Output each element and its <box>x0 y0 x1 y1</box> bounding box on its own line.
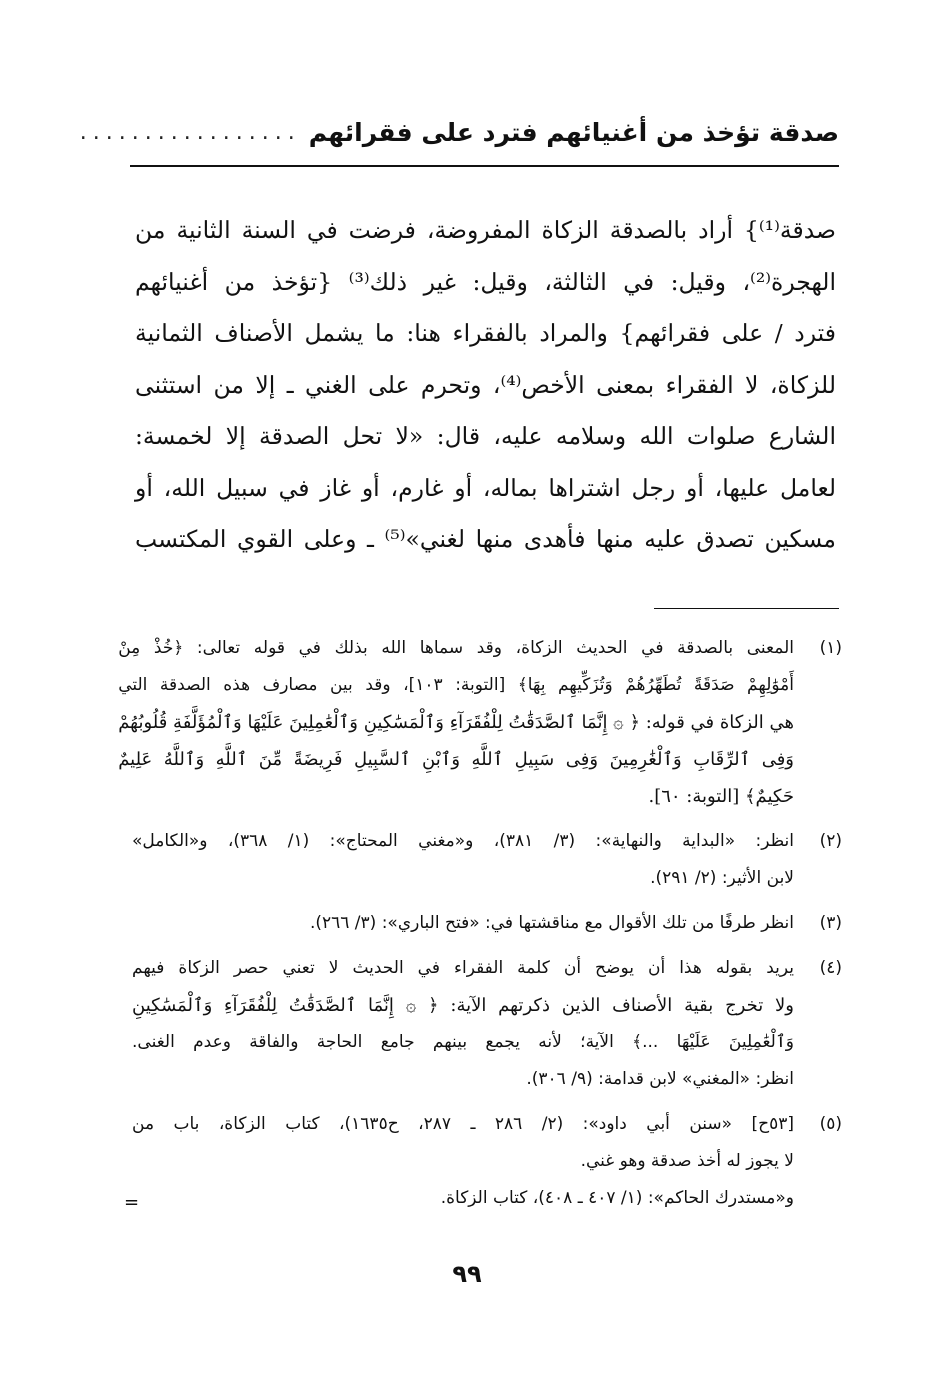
footnotes <box>118 630 842 1225</box>
header-rule <box>130 165 839 167</box>
footnote-3 <box>132 905 842 942</box>
footnote-1 <box>118 630 842 815</box>
footnote-separator <box>654 608 839 609</box>
running-header <box>79 110 839 154</box>
footnote-line: يريد بقوله هذا أن يوضح أن كلمة الفقراء في الحديث لا تعني حصر الزكاة فيهم <box>132 958 794 978</box>
page-number: ٩٩ <box>452 1260 482 1288</box>
main-text-line: صدقة⁽¹⁾} أراد بالصدقة الزكاة المفروضة، فرضت في السنة الثانية من <box>135 216 836 244</box>
footnote-quran-line: هي الزكاة في قوله: ﴿ ۞ إِنَّمَا ٱلصَّدَقَٰتُ لِلْفُقَرَآءِ وَٱلْمَسَٰكِينِ وَٱلْعَٰمِلِينَ عَلَيْهَا وَٱلْمُؤَلَّفَةِ قُلُوبُهُمْ <box>118 712 794 733</box>
footnote-body <box>132 905 794 942</box>
footnote-5 <box>132 1106 842 1217</box>
footnote-body <box>132 950 794 1098</box>
running-header-title: صدقة تؤخذ من أغنيائهم فترد على فقرائهم <box>308 117 839 147</box>
footnote-quran-line: وَفِى ٱلرِّقَابِ وَٱلْغَٰرِمِينَ وَفِى سَبِيلِ ٱللَّهِ وَٱبْنِ ٱلسَّبِيلِ فَرِيضَةً مِّنَ ٱللَّهِ وَٱللَّهُ عَلِيمٌ <box>118 749 794 770</box>
running-header-dots: ................. <box>79 119 301 145</box>
footnote-line: انظر طرفًا من تلك الأقوال مع مناقشتها في: «فتح الباري»: (٣/ ٢٦٦). <box>309 913 794 933</box>
main-text-line: الشارع صلوات الله وسلامه عليه، قال: «لا تحل الصدقة إلا لخمسة: <box>135 422 836 450</box>
footnote-continuation-mark: = <box>124 1192 140 1213</box>
footnote-number: (٢) <box>819 831 842 851</box>
footnote-line: انظر: «البداية والنهاية»: (٣/ ٣٨١)، و«مغني المحتاج»: (١/ ٣٦٨)، و«الكامل» <box>132 831 794 851</box>
footnote-line: لابن الأثير: (٢/ ٢٩١). <box>650 868 794 888</box>
main-text-line: مسكين تصدق عليه منها فأهدى منها لغني»⁽⁵⁾ ـ وعلى القوي المكتسب <box>135 525 836 553</box>
footnote-body <box>118 630 794 815</box>
footnote-body <box>132 1106 794 1217</box>
footnote-line: أَمْوَٰلِهِمْ صَدَقَةً تُطَهِّرُهُمْ وَتُزَكِّيهِم بِهَا﴾ [التوبة: ١٠٣]، وقد بين مصارف هذه الصدقة التي <box>118 675 794 695</box>
footnote-line: انظر: «المغني» لابن قدامة: (٩/ ٣٠٦). <box>526 1069 794 1089</box>
footnote-line: و«مستدرك الحاكم»: (١/ ٤٠٧ ـ ٤٠٨)، كتاب الزكاة. <box>440 1188 794 1208</box>
footnote-number: (٣) <box>819 913 842 933</box>
footnote-4 <box>132 950 842 1098</box>
main-text-line: الهجرة⁽²⁾، وقيل: في الثالثة، وقيل: غير ذلك⁽³⁾ {تؤخذ من أغنيائهم <box>135 267 836 296</box>
footnote-line: المعنى بالصدقة في الحديث الزكاة، وقد سماها الله بذلك في قوله تعالى: ﴿خُذْ مِنْ <box>118 638 794 658</box>
footnote-line: لا يجوز له أخذ صدقة وهو غني. <box>580 1151 794 1171</box>
footnote-line: وَٱلْعَٰمِلِينَ عَلَيْهَا ...﴾ الآية؛ لأنه يجمع بينهم جامع الحاجة والفاقة وعدم الغنى. <box>132 1032 794 1052</box>
footnote-body <box>132 823 794 897</box>
footnote-line: [٥٣ح] «سنن أبي داود»: (٢/ ٢٨٦ ـ ٢٨٧، ح١٦٣٥)، كتاب الزكاة، باب من <box>132 1114 794 1134</box>
main-text-line: فترد / على فقرائهم} والمراد بالفقراء هنا: ما يشمل الأصناف الثمانية <box>135 319 836 347</box>
footnote-quran-line: ولا تخرج بقية الأصناف الذين ذكرتهم الآية: ﴿ ۞ إِنَّمَا ٱلصَّدَقَٰتُ لِلْفُقَرَآءِ وَٱلْمَسَٰكِينِ <box>132 995 794 1016</box>
main-text <box>135 205 836 566</box>
footnote-2 <box>132 823 842 897</box>
footnote-quran-line: حَكِيمٌ﴾ [التوبة: ٦٠]. <box>648 786 794 807</box>
footnote-number: (٤) <box>819 958 842 978</box>
main-text-line: للزكاة، لا الفقراء بمعنى الأخص⁽⁴⁾، وتحرم على الغني ـ إلا من استثنى <box>135 370 836 399</box>
main-text-line: لعامل عليها، أو رجل اشتراها بماله، أو غارم، أو غاز في سبيل الله، أو <box>135 473 836 502</box>
footnote-number: (٥) <box>819 1114 842 1134</box>
footnote-number: (١) <box>819 638 842 658</box>
